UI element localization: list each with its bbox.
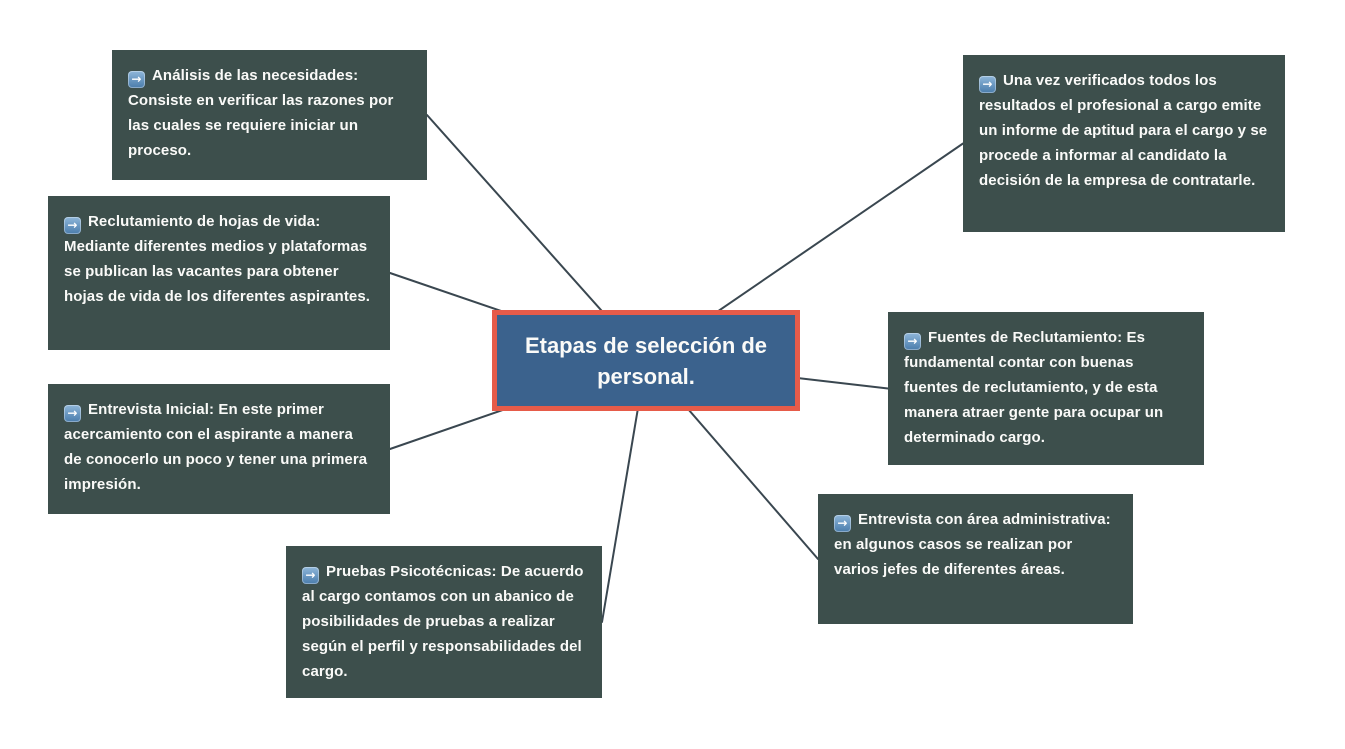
- right-arrow-icon: →: [302, 567, 319, 584]
- node-analisis-necesidades[interactable]: [112, 50, 427, 180]
- right-arrow-icon: →: [64, 405, 81, 422]
- right-arrow-icon: →: [904, 333, 921, 350]
- node-label: Pruebas Psicotécnicas: De acuerdo al cargo contamos con un abanico de posibilidades de pruebas a realizar según el perfil y responsabilidades del cargo.: [302, 563, 584, 680]
- node-label: Fuentes de Reclutamiento: Es fundamental contar con buenas fuentes de reclutamiento, y de esta manera atraer gente para ocupar un determinado cargo.: [904, 329, 1164, 446]
- node-reclutamiento-hojas-de-vida[interactable]: [48, 196, 390, 350]
- node-label: Una vez verificados todos los resultados el profesional a cargo emite un informe de aptitud para el cargo y se procede a informar al candidato la decisión de la empresa de contratarle.: [979, 72, 1268, 189]
- node-label: Entrevista con área administrativa: en algunos casos se realizan por varios jefes de diferentes áreas.: [834, 511, 1111, 578]
- node-pruebas-psicotecnicas[interactable]: [286, 546, 602, 698]
- central-topic-node[interactable]: [492, 310, 800, 411]
- central-topic-label: Etapas de selección de personal.: [524, 332, 768, 389]
- node-entrevista-area-administrativa[interactable]: [818, 494, 1133, 624]
- node-label: Análisis de las necesidades: Consiste en verificar las razones por las cuales se requiere iniciar un proceso.: [128, 67, 394, 159]
- node-informe-de-aptitud[interactable]: [963, 55, 1285, 232]
- right-arrow-icon: →: [979, 76, 996, 93]
- node-label: Reclutamiento de hojas de vida: Mediante diferentes medios y plataformas se publican las vacantes para obtener hojas de vida de los diferentes aspirantes.: [64, 213, 371, 305]
- node-entrevista-inicial[interactable]: [48, 384, 390, 514]
- node-fuentes-de-reclutamiento[interactable]: [888, 312, 1204, 465]
- right-arrow-icon: →: [834, 515, 851, 532]
- node-label: Entrevista Inicial: En este primer acercamiento con el aspirante a manera de conocerlo un poco y tener una primera impresión.: [64, 401, 368, 493]
- right-arrow-icon: →: [128, 71, 145, 88]
- right-arrow-icon: →: [64, 217, 81, 234]
